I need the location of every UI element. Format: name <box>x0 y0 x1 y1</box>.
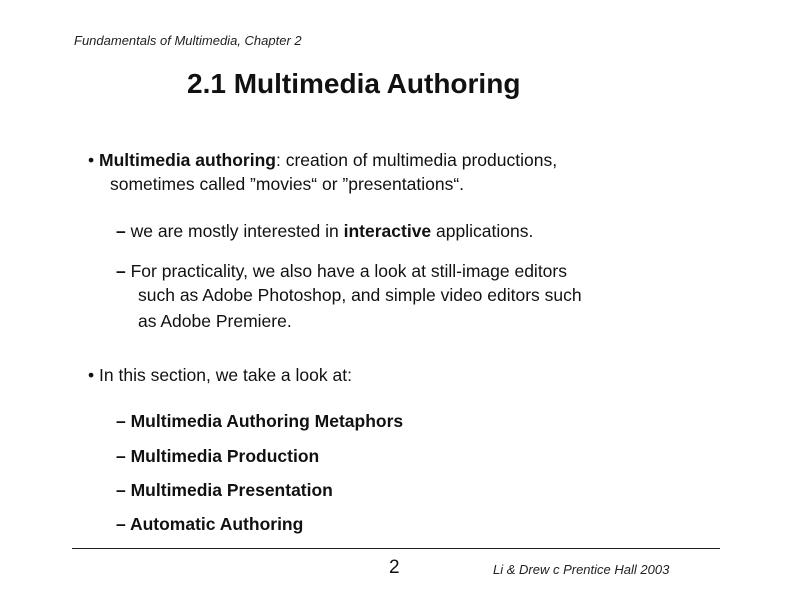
bullet-marker: • <box>88 365 95 385</box>
sub-bullet-practicality <box>116 259 567 283</box>
topic-item <box>116 444 319 468</box>
bullet-marker: • <box>88 150 95 170</box>
dash-marker: – <box>116 411 126 431</box>
dash-marker: – <box>116 261 126 281</box>
page-number: 2 <box>389 557 400 578</box>
topic-label: Multimedia Production <box>130 446 320 466</box>
sub-bullet-interactive <box>116 219 533 243</box>
topic-item <box>116 409 403 433</box>
sub-text-line2: such as Adobe Photoshop, and simple video editors such <box>138 285 582 305</box>
topic-label: Multimedia Presentation <box>130 480 333 500</box>
topic-item <box>116 512 303 536</box>
topic-item <box>116 478 333 502</box>
sub-text-after: applications. <box>431 221 534 241</box>
term-multimedia-authoring: Multimedia authoring <box>99 150 276 170</box>
bullet-text: In this section, we take a look at: <box>99 365 352 385</box>
dash-marker: – <box>116 480 126 500</box>
sub-text-before: we are mostly interested in <box>130 221 344 241</box>
definition-continuation: sometimes called ”movies“ or ”presentations“. <box>110 174 465 194</box>
footer-credit: Li & Drew c Prentice Hall 2003 <box>493 562 670 577</box>
sub-text-line3: as Adobe Premiere. <box>138 311 292 331</box>
dash-marker: – <box>116 446 126 466</box>
running-header: Fundamentals of Multimedia, Chapter 2 <box>74 33 302 48</box>
topic-label: Automatic Authoring <box>129 514 304 534</box>
definition-text: : creation of multimedia productions, <box>275 150 558 170</box>
dash-marker: – <box>116 221 126 241</box>
sub-text-line1: For practicality, we also have a look at still-image editors <box>130 261 567 281</box>
dash-marker: – <box>116 514 126 534</box>
emphasis-interactive: interactive <box>343 221 432 241</box>
slide-title: 2.1 Multimedia Authoring <box>187 68 521 99</box>
bullet-this-section <box>88 363 352 387</box>
footer-divider <box>72 548 720 549</box>
topic-label: Multimedia Authoring Metaphors <box>130 411 404 431</box>
bullet-multimedia-authoring <box>88 148 557 172</box>
